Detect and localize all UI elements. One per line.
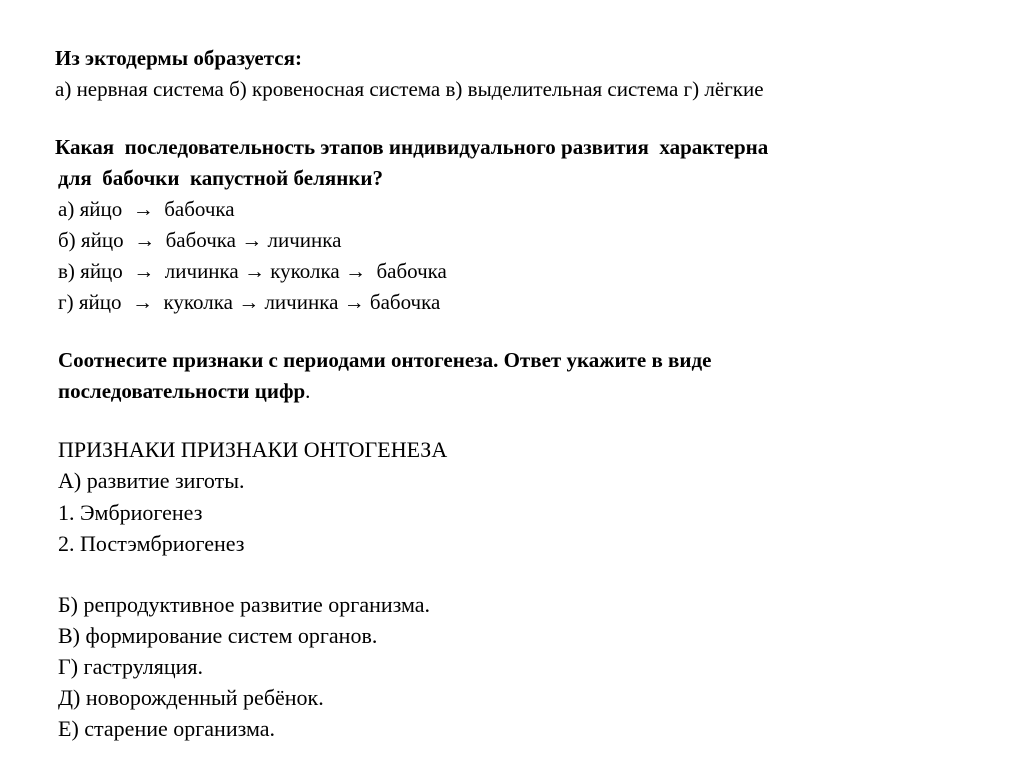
question-1-options: а) нервная система б) кровеносная система в) выделительная система г) лёгкие <box>55 77 764 101</box>
question-3-item-c: В) формирование систем органов. <box>58 623 378 648</box>
question-2-option-d: г) яйцо → куколка → личинка → бабочка <box>58 290 441 314</box>
question-3-title-line-2-text: последовательности цифр <box>58 379 306 403</box>
question-2-option-b: б) яйцо → бабочка → личинка <box>58 228 342 252</box>
question-3-item-e: Д) новорожденный ребёнок. <box>58 685 324 710</box>
question-2-title-line-2: для бабочки капустной белянки? <box>58 166 384 190</box>
question-3-item-d: Г) гаструляция. <box>58 654 203 679</box>
period-1: 1. Эмбриогенез <box>58 500 203 525</box>
question-3-header: ПРИЗНАКИ ПРИЗНАКИ ОНТОГЕНЕЗА <box>58 437 448 462</box>
question-3-item-f: Е) старение организма. <box>58 716 276 741</box>
question-3-title-line-1: Соотнесите признаки с периодами онтогенеза. Ответ укажите в виде <box>58 348 712 372</box>
question-3-item-a: А) развитие зиготы. <box>58 468 245 493</box>
question-3-title-line-2-tail: . <box>305 379 311 403</box>
question-2-title-line-1: Какая последовательность этапов индивидуального развития характерна <box>55 135 769 159</box>
question-3-title-line-2 <box>58 378 310 404</box>
period-2: 2. Постэмбриогенез <box>58 531 245 556</box>
question-2-option-a: а) яйцо → бабочка <box>58 197 235 221</box>
question-1-title: Из эктодермы образуется: <box>55 46 302 70</box>
question-3-item-b: Б) репродуктивное развитие организма. <box>58 592 431 617</box>
question-2-option-c: в) яйцо → личинка → куколка → бабочка <box>58 259 447 283</box>
